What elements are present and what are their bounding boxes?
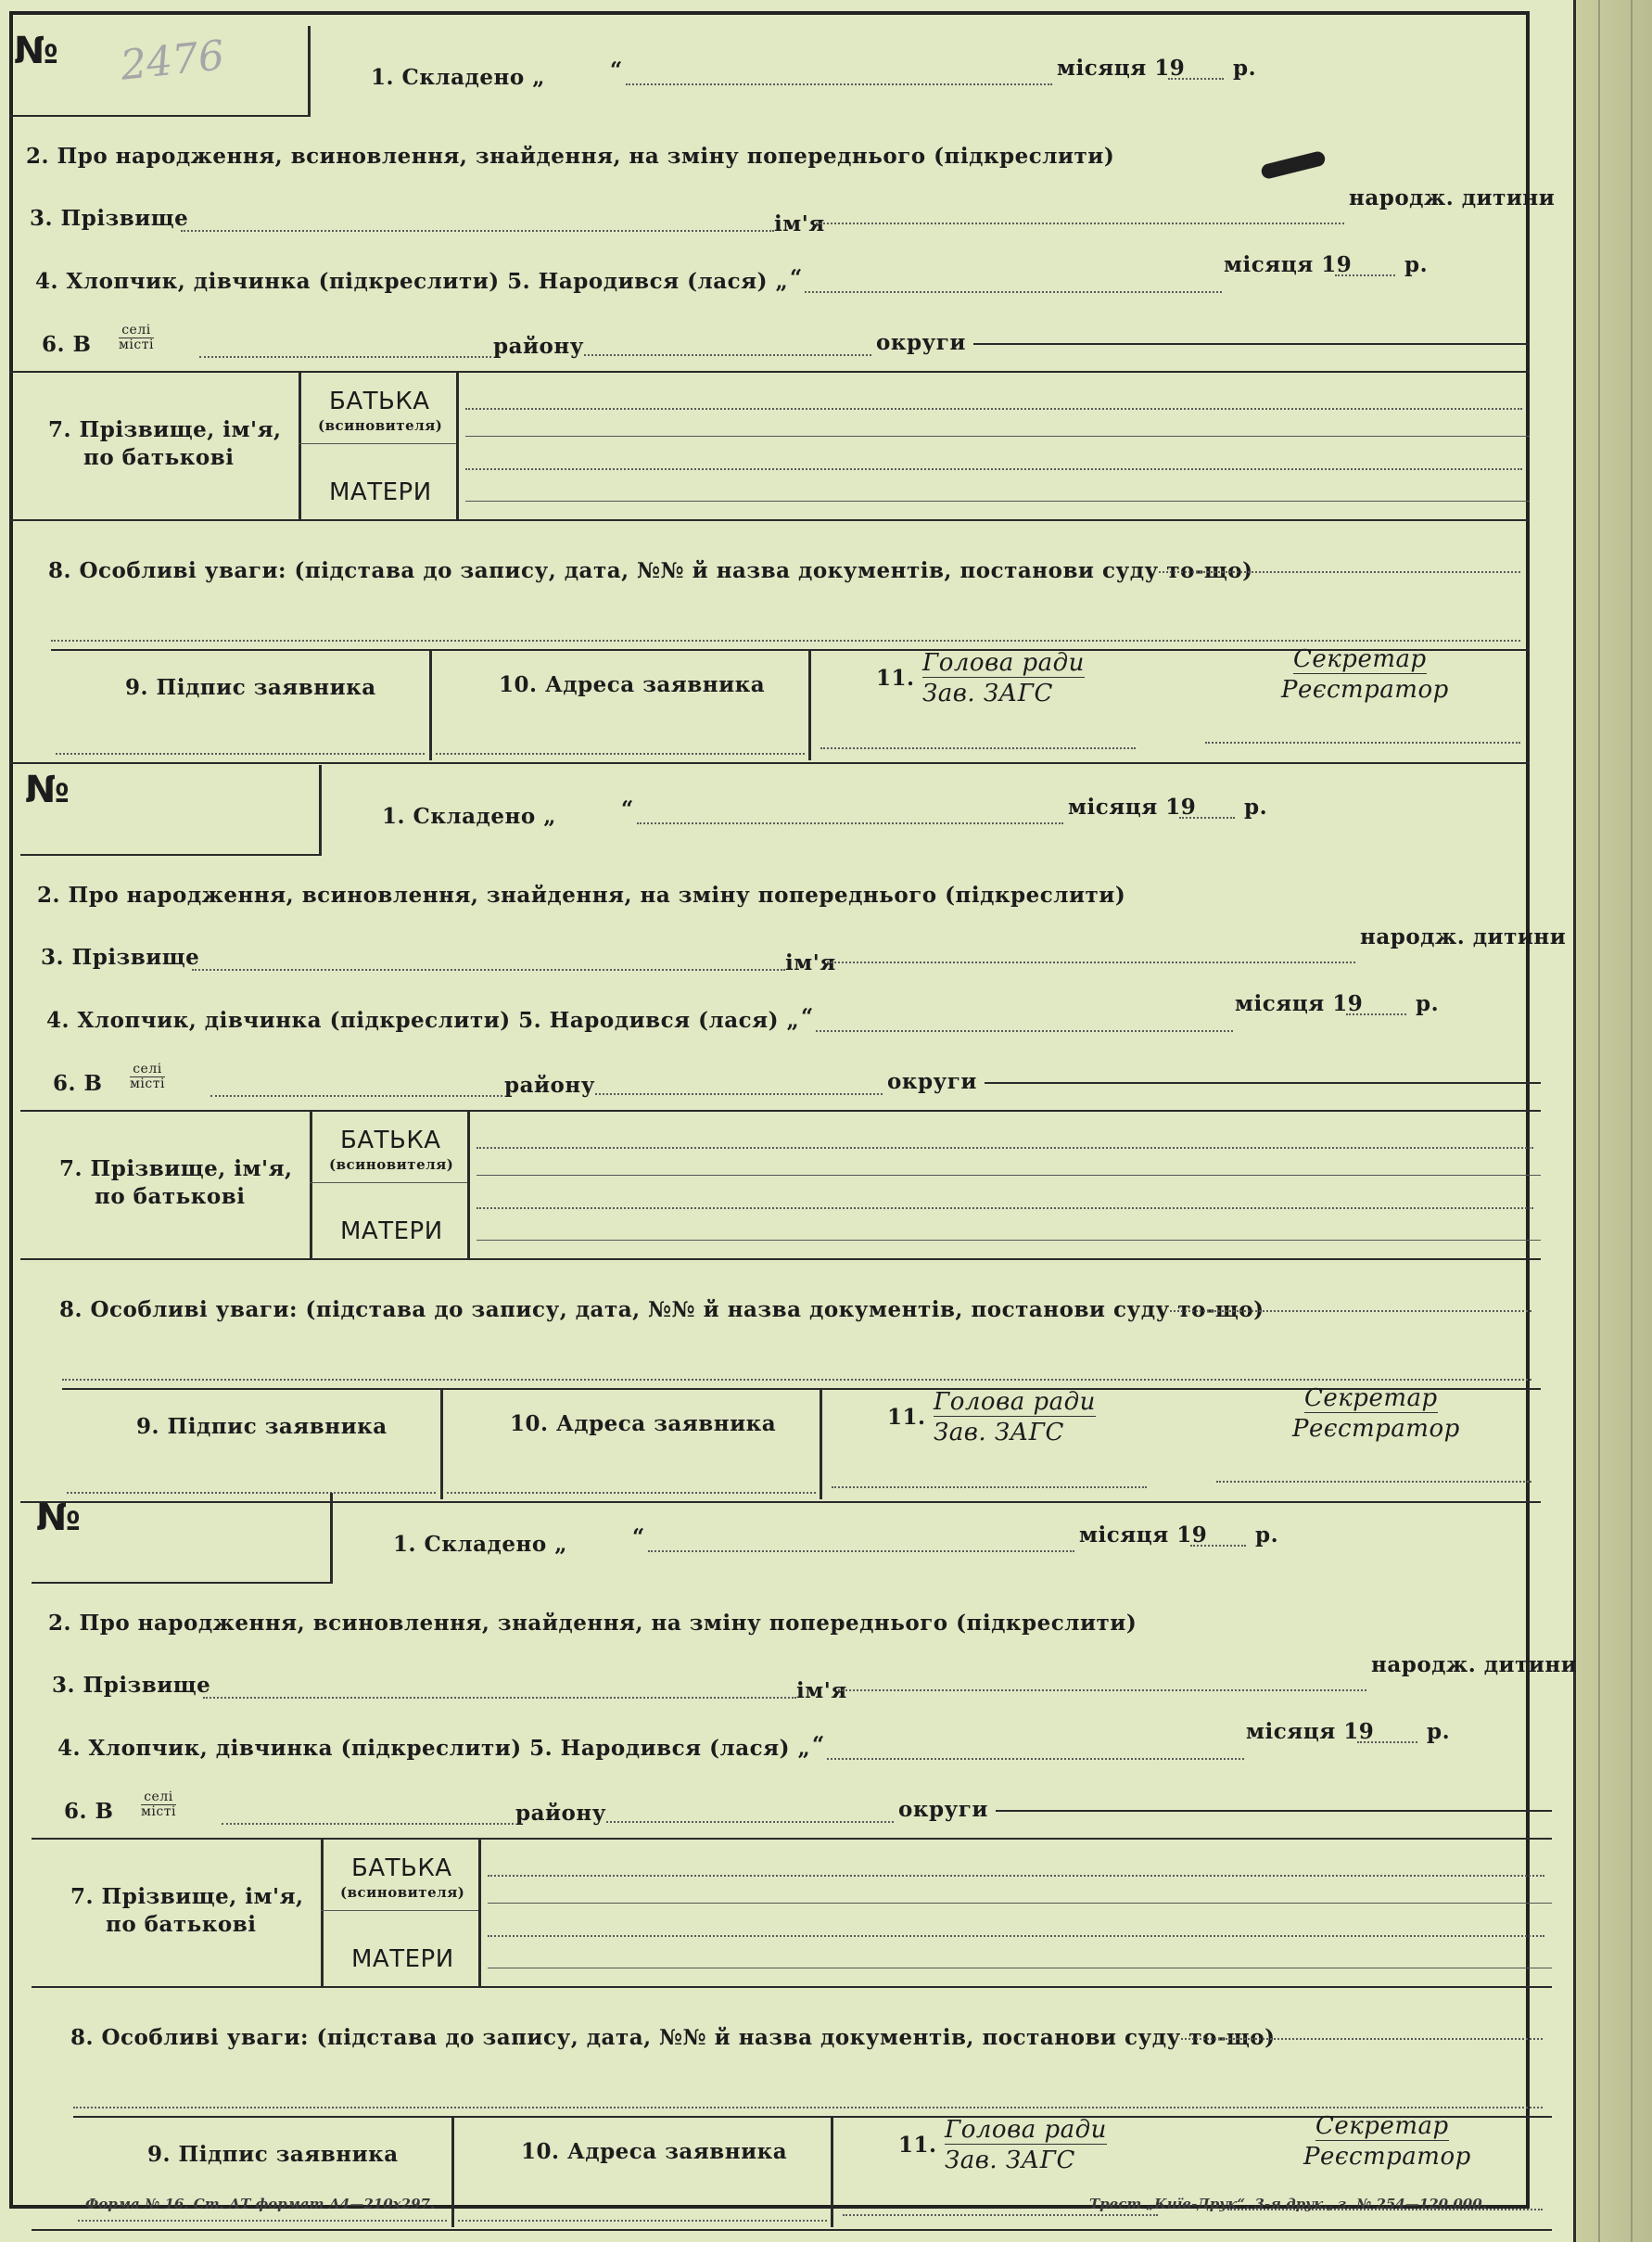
composed-date-field[interactable] [648, 1550, 1074, 1552]
father-label: БАТЬКА [351, 1854, 452, 1882]
number-sign: № [14, 30, 59, 72]
settlement-field[interactable] [210, 1095, 502, 1097]
parents-name-label: 7. Прізвище, ім'я, [59, 1156, 293, 1181]
district-field[interactable] [584, 354, 871, 356]
secretary-label: Секретар [1304, 1384, 1438, 1412]
number-sign: № [36, 1497, 82, 1539]
birth-year-field[interactable] [1346, 1013, 1406, 1015]
zags-head-label: Зав. ЗАГС [945, 2146, 1075, 2174]
registrar-label: Реєстратор [1281, 676, 1449, 704]
composed-year-field[interactable] [1179, 817, 1235, 819]
remarks-field[interactable] [1170, 1310, 1531, 1312]
composed-label: 1. Складено „ [371, 65, 545, 90]
remarks-label: 8. Особливі уваги: (підстава до запису, дата, №№ й назва документів, постанови суду то-що) [70, 2025, 1276, 2050]
father-label: БАТЬКА [340, 1127, 441, 1154]
district-field[interactable] [595, 1093, 883, 1095]
record-3: № 1. Складено „ “ місяця 19 р. 2. Про народження, всиновлення, знайдення, на зміну попереднього (підкреслити) 3. Прізвище ім'я народж. дитини 4. Хлопчик, дівчинка (підкреслити) 5. Народився (лася) „ “ місяця 19 р. 6. В селі місті району округи 7. Прізвище, ім'я, по батькові БАТЬКА (всиновителя) МАТЕРИ 8. Особливі уваги: (підстава до запису, дата, №№ й назва документів, постанови суду то-що) 9. Підпис заявника 10. Адреса заявника 11. Голова ради Зав. ЗАГС Секретар Реєстратор [32, 1467, 1552, 2195]
record-type-label: 2. Про народження, всиновлення, знайдення, на зміну попереднього (підкреслити) [48, 1611, 1137, 1636]
parents-name-label: 7. Прізвище, ім'я, [70, 1884, 304, 1909]
secretary-label: Секретар [1315, 2112, 1449, 2140]
surname-field[interactable] [192, 969, 785, 971]
birth-date-field[interactable] [816, 1030, 1233, 1032]
remarks-field[interactable] [1159, 571, 1520, 573]
applicant-address-label: 10. Адреса заявника [499, 672, 766, 697]
first-name-field[interactable] [816, 223, 1344, 224]
mother-name-field[interactable] [488, 1935, 1544, 1937]
footer-form-info: Форма № 16. Ст. АТ формат А4—210х297. [85, 2196, 436, 2212]
composed-label: 1. Складено „ [382, 804, 556, 829]
birth-year-field[interactable] [1335, 274, 1395, 276]
mother-label: МАТЕРИ [340, 1217, 443, 1245]
council-head-label: Голова ради [922, 649, 1085, 677]
birth-year-field[interactable] [1357, 1741, 1417, 1743]
applicant-signature-field[interactable] [78, 2220, 447, 2222]
footer-printer-info: Трест „Київ-Друк“. 3-я друк., з. № 254—120.000. [1089, 2196, 1487, 2212]
secretary-label: Секретар [1293, 645, 1427, 673]
place-label: 6. В [53, 1071, 103, 1096]
record-type-label: 2. Про народження, всиновлення, знайдення, на зміну попереднього (підкреслити) [37, 883, 1126, 908]
district-field[interactable] [606, 1821, 894, 1823]
surname-label: 3. Прізвище [52, 1673, 211, 1698]
surname-field[interactable] [203, 1697, 796, 1699]
record-1: № 1. Складено „ “ місяця 19 р. 2. Про народження, всиновлення, знайдення, на зміну попереднього (підкреслити) 3. Прізвище ім'я народж. дитини 4. Хлопчик, дівчинка (підкреслити) 5. Народився (лася) „ “ місяця 19 р. 6. В селі місті району округи 7. Прізвище, ім'я, по батькові БАТЬКА (всиновителя) МАТЕРИ 8. Особливі уваги: (підстава до запису, дата, №№ й назва документів, постанови суду то-що) 9. Підпис заявника 10. Адреса заявника 11. Голова ради Зав. ЗАГС Секретар Реєстратор [9, 0, 1530, 728]
sex-and-birth-label: 4. Хлопчик, дівчинка (підкреслити) 5. Народився (лася) „ [57, 1736, 811, 1761]
surname-label: 3. Прізвище [41, 945, 200, 970]
remarks-field-2[interactable] [51, 640, 1520, 642]
applicant-signature-label: 9. Підпис заявника [125, 675, 376, 700]
mother-name-field[interactable] [465, 468, 1522, 470]
father-name-field[interactable] [488, 1875, 1544, 1877]
mother-label: МАТЕРИ [351, 1945, 454, 1973]
first-name-field[interactable] [827, 962, 1355, 963]
composed-date-field[interactable] [626, 83, 1052, 85]
applicant-address-label: 10. Адреса заявника [510, 1411, 777, 1436]
remarks-label: 8. Особливі уваги: (підстава до запису, дата, №№ й назва документів, постанови суду то-що) [59, 1297, 1264, 1322]
surname-label: 3. Прізвище [30, 206, 189, 231]
composed-label: 1. Складено „ [393, 1532, 567, 1557]
parents-name-label: 7. Прізвище, ім'я, [48, 417, 282, 442]
birth-date-field[interactable] [827, 1758, 1244, 1760]
father-name-field[interactable] [477, 1147, 1533, 1149]
applicant-address-label: 10. Адреса заявника [521, 2139, 788, 2164]
composed-year-field[interactable] [1168, 78, 1224, 80]
council-head-label: Голова ради [934, 1388, 1096, 1416]
registrar-label: Реєстратор [1292, 1415, 1460, 1443]
remarks-label: 8. Особливі уваги: (підстава до запису, дата, №№ й назва документів, постанови суду то-що) [48, 558, 1253, 583]
zags-head-label: Зав. ЗАГС [922, 680, 1053, 707]
handwritten-record-number: 2476 [118, 32, 227, 90]
settlement-field[interactable] [222, 1823, 514, 1825]
remarks-field[interactable] [1181, 2038, 1543, 2040]
surname-field[interactable] [181, 230, 774, 232]
composed-date-field[interactable] [637, 822, 1063, 824]
mother-label: МАТЕРИ [329, 478, 432, 506]
settlement-field[interactable] [199, 356, 491, 358]
birth-date-field[interactable] [805, 291, 1222, 293]
sex-and-birth-label: 4. Хлопчик, дівчинка (підкреслити) 5. Народився (лася) „ [46, 1008, 800, 1033]
applicant-signature-label: 9. Підпис заявника [147, 2142, 399, 2167]
mother-name-field[interactable] [477, 1207, 1533, 1209]
remarks-field-2[interactable] [73, 2107, 1543, 2108]
father-name-field[interactable] [465, 408, 1522, 410]
sex-and-birth-label: 4. Хлопчик, дівчинка (підкреслити) 5. Народився (лася) „ [35, 269, 789, 294]
remarks-field-2[interactable] [62, 1379, 1531, 1381]
composed-year-field[interactable] [1190, 1545, 1246, 1547]
applicant-address-field[interactable] [458, 2220, 827, 2222]
registrar-label: Реєстратор [1303, 2143, 1471, 2171]
place-label: 6. В [64, 1799, 114, 1824]
record-2: № 1. Складено „ “ місяця 19 р. 2. Про народження, всиновлення, знайдення, на зміну попереднього (підкреслити) 3. Прізвище ім'я народж. дитини 4. Хлопчик, дівчинка (підкреслити) 5. Народився (лася) „ “ місяця 19 р. 6. В селі місті району округи 7. Прізвище, ім'я, по батькові БАТЬКА (всиновителя) МАТЕРИ 8. Особливі уваги: (підстава до запису, дата, №№ й назва документів, постанови суду то-що) 9. Підпис заявника 10. Адреса заявника 11. Голова ради Зав. ЗАГС Секретар Реєстратор [20, 739, 1541, 1467]
first-name-field[interactable] [838, 1689, 1366, 1691]
council-head-label: Голова ради [945, 2116, 1107, 2144]
applicant-signature-label: 9. Підпис заявника [136, 1414, 388, 1439]
place-label: 6. В [42, 332, 92, 357]
head-signature-field[interactable] [843, 2214, 1158, 2216]
zags-head-label: Зав. ЗАГС [934, 1419, 1064, 1446]
number-sign: № [25, 769, 70, 811]
record-type-label: 2. Про народження, всиновлення, знайдення, на зміну попереднього (підкреслити) [26, 144, 1115, 169]
father-label: БАТЬКА [329, 388, 430, 415]
